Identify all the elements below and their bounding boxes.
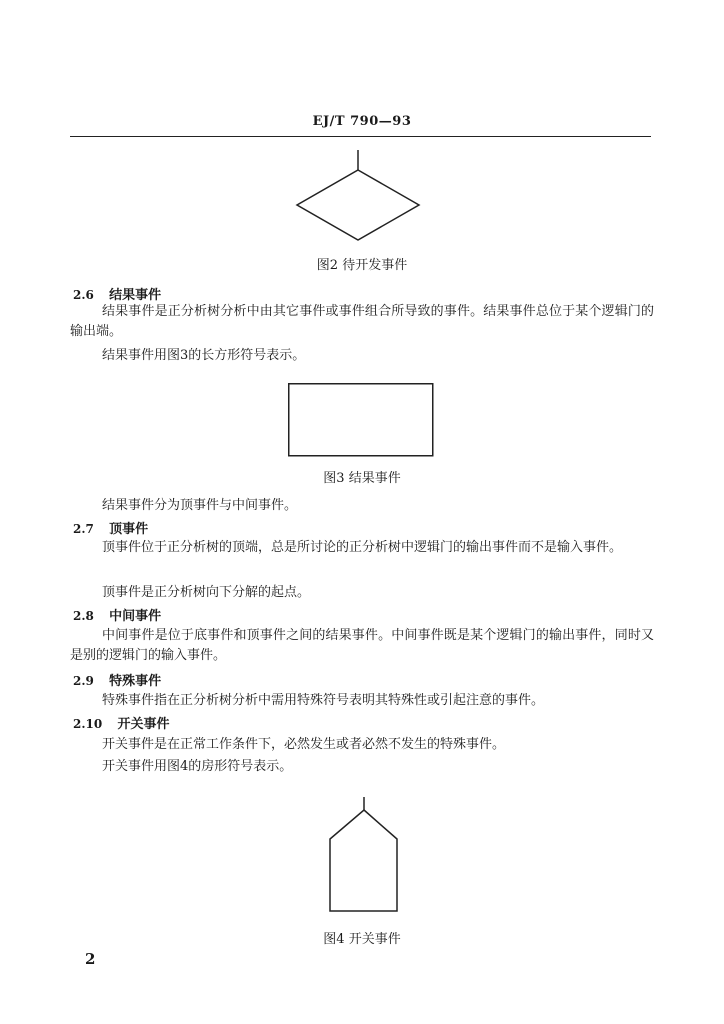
section-2-6-heading bbox=[73, 284, 161, 303]
figure-4-caption: 图4 开关事件 bbox=[323, 932, 401, 947]
header-rule bbox=[70, 136, 651, 137]
section-number: 2.7 bbox=[73, 522, 94, 536]
section-2-8-heading bbox=[73, 605, 161, 624]
section-2-7-paragraph-2: 顶事件是正分析树向下分解的起点。 bbox=[102, 585, 311, 600]
section-title: 特殊事件 bbox=[109, 674, 162, 689]
running-header: EJ/T 790—93 bbox=[312, 114, 412, 129]
section-title: 顶事件 bbox=[109, 522, 149, 537]
section-2-6-paragraph-2: 结果事件用图3的长方形符号表示。 bbox=[102, 348, 306, 363]
section-title: 结果事件 bbox=[109, 288, 162, 303]
house-symbol bbox=[328, 797, 400, 914]
section-2-10-paragraph-2: 开关事件用图4的房形符号表示。 bbox=[102, 759, 293, 774]
section-number: 2.8 bbox=[73, 609, 94, 623]
section-title: 开关事件 bbox=[117, 717, 170, 732]
section-2-9-heading bbox=[73, 670, 161, 689]
section-2-9-paragraph-1: 特殊事件指在正分析树分析中需用特殊符号表明其特殊性或引起注意的事件。 bbox=[102, 693, 545, 708]
section-2-10-paragraph-1: 开关事件是在正常工作条件下，必然发生或者必然不发生的特殊事件。 bbox=[102, 737, 506, 752]
section-2-8-paragraph-1: 中间事件是位于底事件和顶事件之间的结果事件。中间事件既是某个逻辑门的输出事件，同时又是别的逻辑门的输入事件。 bbox=[70, 628, 654, 663]
section-2-7-paragraph-1: 顶事件位于正分析树的顶端，总是所讨论的正分析树中逻辑门的输出事件而不是输入事件。 bbox=[102, 540, 623, 555]
figure-3-caption: 图3 结果事件 bbox=[323, 471, 401, 486]
section-number: 2.10 bbox=[73, 717, 103, 731]
section-title: 中间事件 bbox=[109, 609, 162, 624]
rectangle-symbol bbox=[288, 383, 434, 457]
page-number: 2 bbox=[85, 950, 96, 968]
section-2-6-paragraph-1: 结果事件是正分析树分析中由其它事件或事件组合所导致的事件。结果事件总位于某个逻辑门的输出端。 bbox=[70, 304, 654, 339]
figure-2-caption: 图2 待开发事件 bbox=[316, 258, 408, 273]
section-2-10-heading bbox=[73, 713, 170, 732]
section-number: 2.6 bbox=[73, 288, 94, 302]
diamond-symbol bbox=[295, 150, 425, 245]
section-number: 2.9 bbox=[73, 674, 94, 688]
section-2-7-heading bbox=[73, 518, 148, 537]
section-2-6-paragraph-3: 结果事件分为顶事件与中间事件。 bbox=[102, 498, 298, 513]
